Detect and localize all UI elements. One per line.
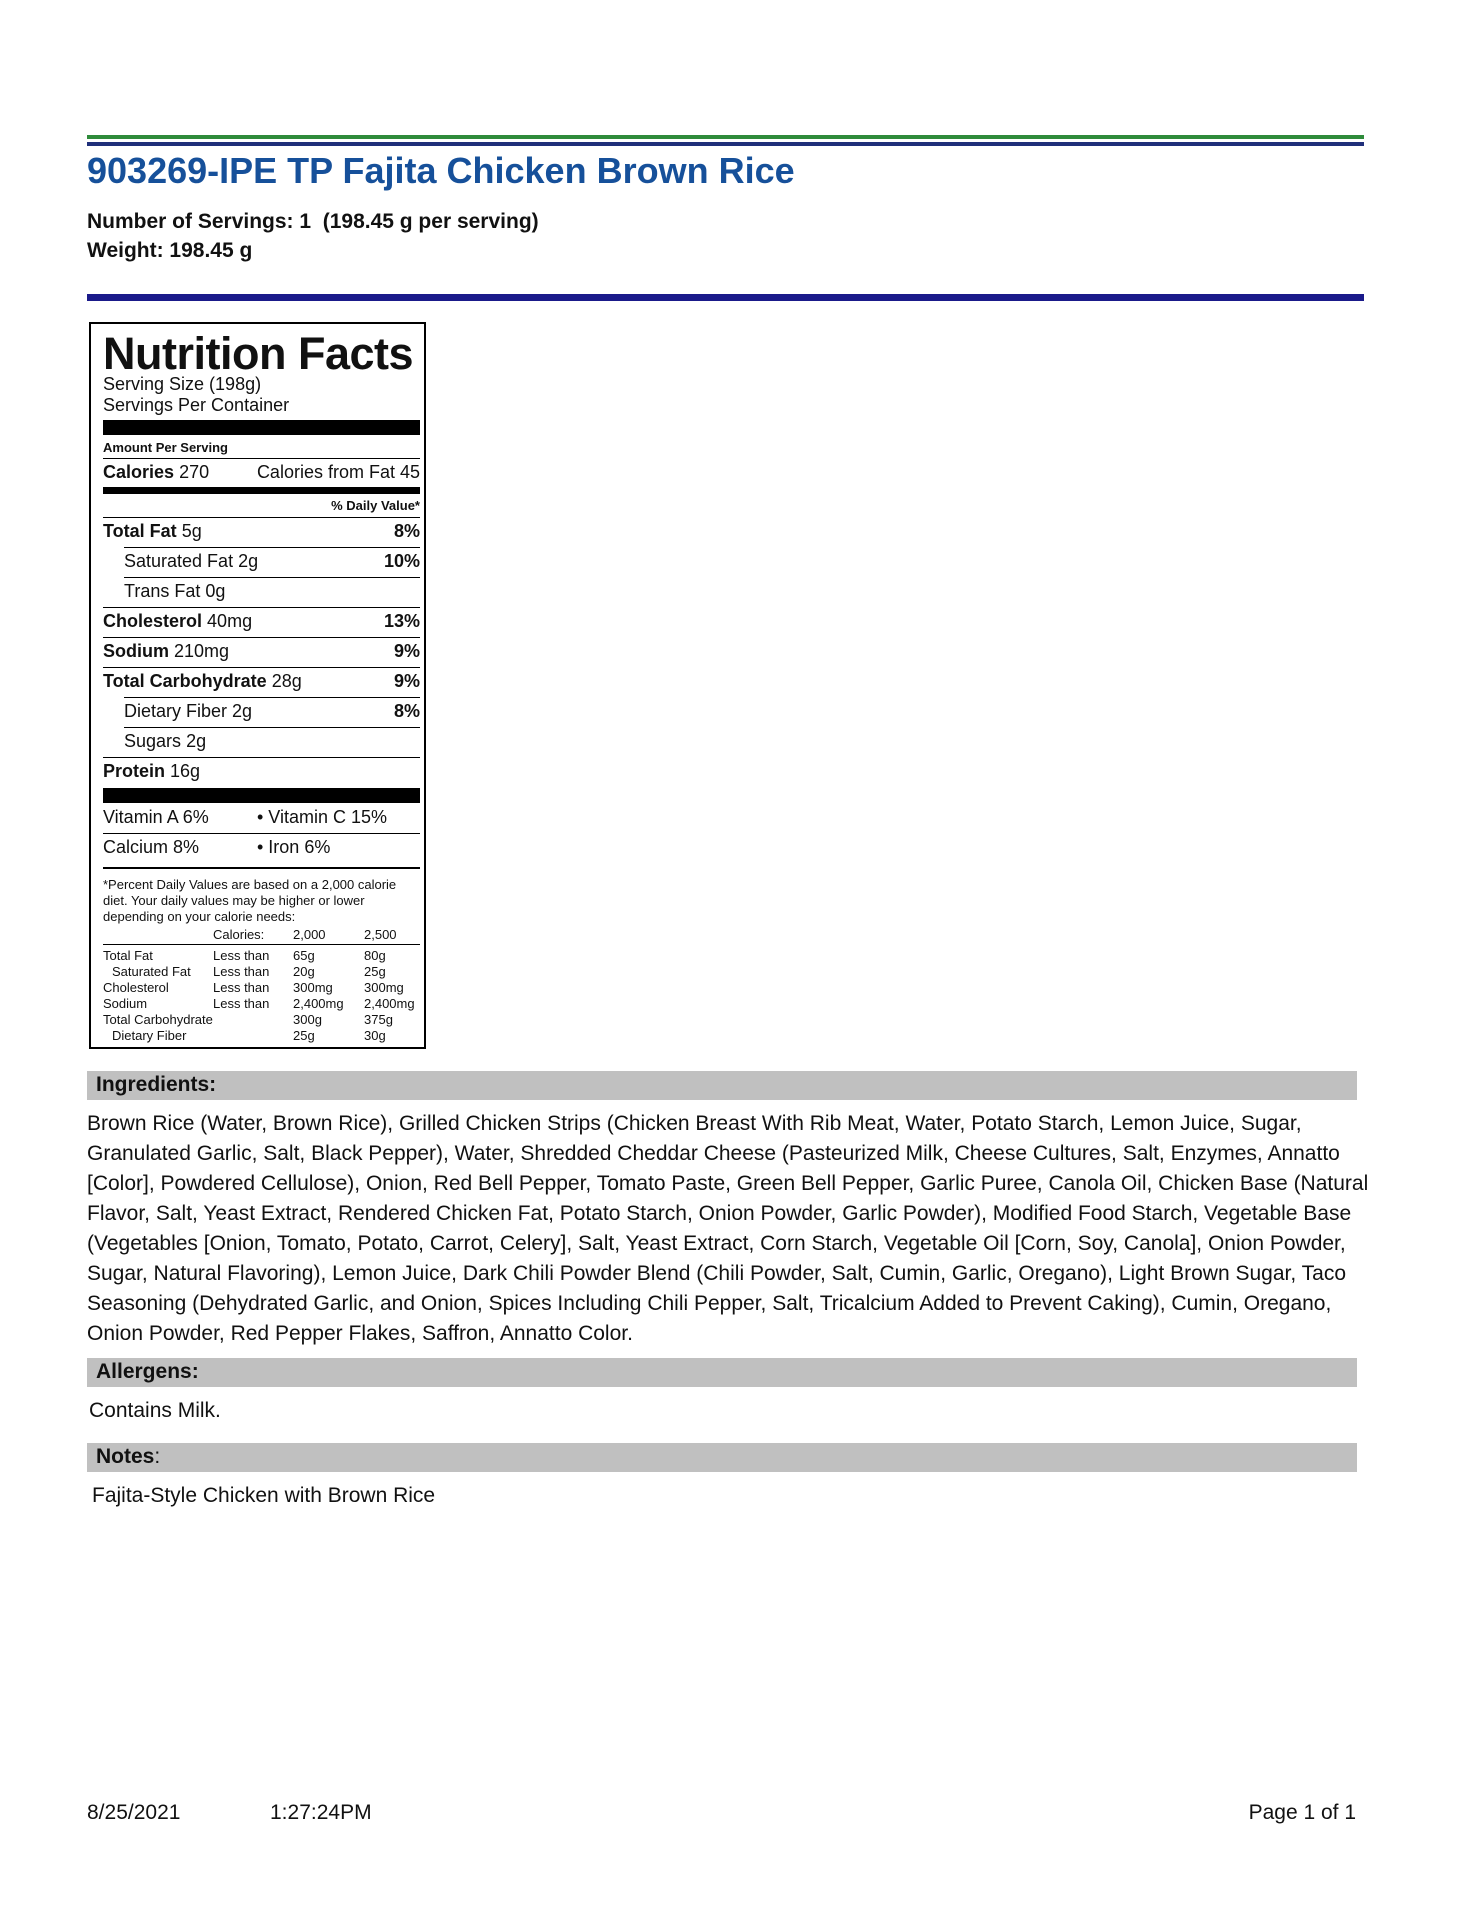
header-divider	[87, 294, 1364, 301]
nutrient-name: Dietary Fiber	[124, 701, 228, 721]
nutrient-name: Sugars	[124, 731, 182, 751]
nutrient-name: Cholesterol	[103, 611, 203, 631]
iron: • Iron 6%	[257, 837, 331, 857]
table-header: Calories:	[213, 927, 265, 942]
nutrient-name: Protein	[103, 761, 166, 781]
nutrient-amount: 210mg	[174, 641, 230, 661]
table-cell: Cholesterol	[103, 980, 169, 995]
divider	[124, 697, 420, 698]
calories-value: 270	[179, 462, 210, 482]
table-cell: Sodium	[103, 996, 148, 1011]
divider	[124, 577, 420, 578]
table-cell: Less than	[213, 980, 270, 995]
table-cell: 300mg	[364, 980, 404, 995]
table-cell: 65g	[293, 948, 315, 963]
nutrient-row-trans-fat	[103, 581, 420, 605]
thick-bar	[103, 788, 420, 803]
divider	[103, 667, 420, 668]
nutrient-dv: 8%	[393, 701, 420, 721]
nutrient-name: Sodium	[103, 641, 169, 661]
nutrient-amount: 5g	[181, 521, 202, 541]
divider	[124, 727, 420, 728]
table-header: 2,000	[293, 927, 326, 942]
divider	[103, 867, 420, 869]
table-cell: 375g	[364, 1012, 393, 1027]
table-header: 2,500	[364, 927, 397, 942]
nutrition-facts-label	[89, 322, 426, 1049]
table-cell: 80g	[364, 948, 386, 963]
ingredients-text: Brown Rice (Water, Brown Rice), Grilled Chicken Strips (Chicken Breast With Rib Meat, Water, Potato Starch, Lemon Juice, Sugar, Granulated Garlic, Salt, Black Pepper), Water, Shredded Cheddar Cheese (Pasteurized Milk, Cheese Cultures, Salt, Enzymes, Annatto [Color], Powdered Cellulose), Onion, Red Bell Pepper, Tomato Paste, Green Bell Pepper, Garlic Puree, Canola Oil, Chicken Base (Natural Flavor, Salt, Yeast Extract, Rendered Chicken Fat, Potato Starch, Onion Powder, Garlic Powder), Modified Food Starch, Vegetable Base (Vegetables [Onion, Tomato, Potato, Carrot, Celery], Salt, Yeast Extract, Corn Starch, Vegetable Oil [Corn, Soy, Canola], Onion Powder, Sugar, Natural Flavoring), Lemon Juice, Dark Chili Powder Blend (Chili Powder, Salt, Cumin, Garlic, Oregano), Light Brown Sugar, Taco Seasoning (Dehydrated Garlic, and Onion, Spices Including Chili Pepper, Salt, Tricalcium Added to Prevent Caking), Cumin, Oregano, Onion Powder, Red Pepper Flakes, Saffron, Annatto Color.	[87, 1112, 1369, 1345]
table-cell: Less than	[213, 996, 270, 1011]
nutrient-row-total-carbohydrate	[103, 671, 420, 695]
footnote-line: *Percent Daily Values are based on a 2,000 calorie	[103, 877, 397, 892]
notes-text: Fajita-Style Chicken with Brown Rice	[92, 1484, 436, 1507]
calcium: Calcium 8%	[103, 837, 200, 857]
daily-value-header: % Daily Value*	[331, 498, 420, 513]
divider	[103, 458, 420, 459]
nutrient-amount: 40mg	[207, 611, 253, 631]
table-cell: 300mg	[293, 980, 333, 995]
top-rule-green	[87, 135, 1364, 139]
table-cell: 2,400mg	[293, 996, 344, 1011]
nutrient-name: Total Fat	[103, 521, 177, 541]
top-rule-blue	[87, 142, 1364, 146]
nutrient-row-dietary-fiber	[103, 701, 420, 725]
daily-value-footnote	[103, 877, 420, 925]
nutrient-name: Trans Fat	[124, 581, 201, 601]
table-cell: Total Fat	[103, 948, 153, 963]
servings-per-container: Servings Per Container	[103, 395, 290, 415]
nutrient-row-sugars	[103, 731, 420, 755]
table-cell: Saturated Fat	[112, 964, 191, 979]
table-cell: Less than	[213, 948, 270, 963]
nutrient-amount: 28g	[271, 671, 302, 691]
nutrient-amount: 0g	[205, 581, 226, 601]
divider	[103, 637, 420, 638]
servings-info: Number of Servings: 1 (198.45 g per serving)	[87, 210, 539, 233]
footer-time: 1:27:24PM	[270, 1801, 372, 1824]
allergens-label: Allergens:	[96, 1360, 199, 1383]
table-cell: 25g	[364, 964, 386, 979]
thick-bar	[103, 420, 420, 435]
divider	[103, 833, 420, 834]
footer-page: Page 1 of 1	[1248, 1801, 1356, 1824]
nutrient-dv: 9%	[393, 671, 420, 691]
divider	[103, 517, 420, 518]
nutrient-amount: 2g	[232, 701, 253, 721]
notes-label: Notes	[96, 1445, 155, 1468]
divider	[103, 757, 420, 758]
serving-size: Serving Size (198g)	[103, 374, 262, 394]
footnote-line: depending on your calorie needs:	[103, 909, 296, 924]
nutrient-dv: 13%	[383, 611, 420, 631]
nutrient-row-protein	[103, 761, 420, 785]
table-cell: 300g	[293, 1012, 322, 1027]
calories-from-fat: Calories from Fat 45	[256, 462, 420, 482]
nutrient-amount: 2g	[238, 551, 259, 571]
footer-date: 8/25/2021	[87, 1801, 181, 1824]
nutrient-row-sodium	[103, 641, 420, 665]
nutrient-amount: 16g	[170, 761, 201, 781]
vitamin-c: • Vitamin C 15%	[257, 807, 388, 827]
allergens-header	[87, 1358, 1357, 1387]
nutrient-name: Saturated Fat	[124, 551, 234, 571]
nutrient-amount: 2g	[186, 731, 207, 751]
nutrition-facts-title: Nutrition Facts	[103, 328, 414, 379]
vitamin-a: Vitamin A 6%	[103, 807, 209, 827]
table-cell: Less than	[213, 964, 270, 979]
document-title: 903269-IPE TP Fajita Chicken Brown Rice	[87, 150, 795, 191]
table-cell: 2,400mg	[364, 996, 415, 1011]
nutrient-name: Total Carbohydrate	[103, 671, 267, 691]
nutrient-row-total-fat	[103, 521, 420, 545]
calories-row	[103, 462, 420, 486]
table-cell: 25g	[293, 1028, 315, 1043]
divider	[103, 944, 420, 945]
table-cell: Total Carbohydrate	[103, 1012, 213, 1027]
notes-header	[87, 1443, 1357, 1472]
nutrient-row-cholesterol	[103, 611, 420, 635]
nutrient-row-saturated-fat	[103, 551, 420, 575]
footnote-line: diet. Your daily values may be higher or lower	[103, 893, 365, 908]
nutrient-dv: 10%	[383, 551, 420, 571]
amount-per-serving: Amount Per Serving	[103, 440, 228, 455]
table-cell: Dietary Fiber	[112, 1028, 187, 1043]
calories-label: Calories	[103, 462, 175, 482]
minerals-row	[103, 837, 420, 861]
notes-colon: :	[154, 1445, 161, 1468]
divider	[124, 547, 420, 548]
allergens-text: Contains Milk.	[89, 1399, 221, 1422]
table-cell: 20g	[293, 964, 315, 979]
nutrient-dv: 8%	[393, 521, 420, 541]
ingredients-header	[87, 1071, 1357, 1100]
medium-bar	[103, 487, 420, 494]
vitamins-row	[103, 807, 420, 831]
ingredients-label: Ingredients:	[96, 1073, 217, 1096]
table-cell: 30g	[364, 1028, 386, 1043]
weight-info: Weight: 198.45 g	[87, 239, 253, 262]
nutrient-dv: 9%	[393, 641, 420, 661]
notes-label-wrap	[96, 1445, 160, 1469]
divider	[103, 607, 420, 608]
